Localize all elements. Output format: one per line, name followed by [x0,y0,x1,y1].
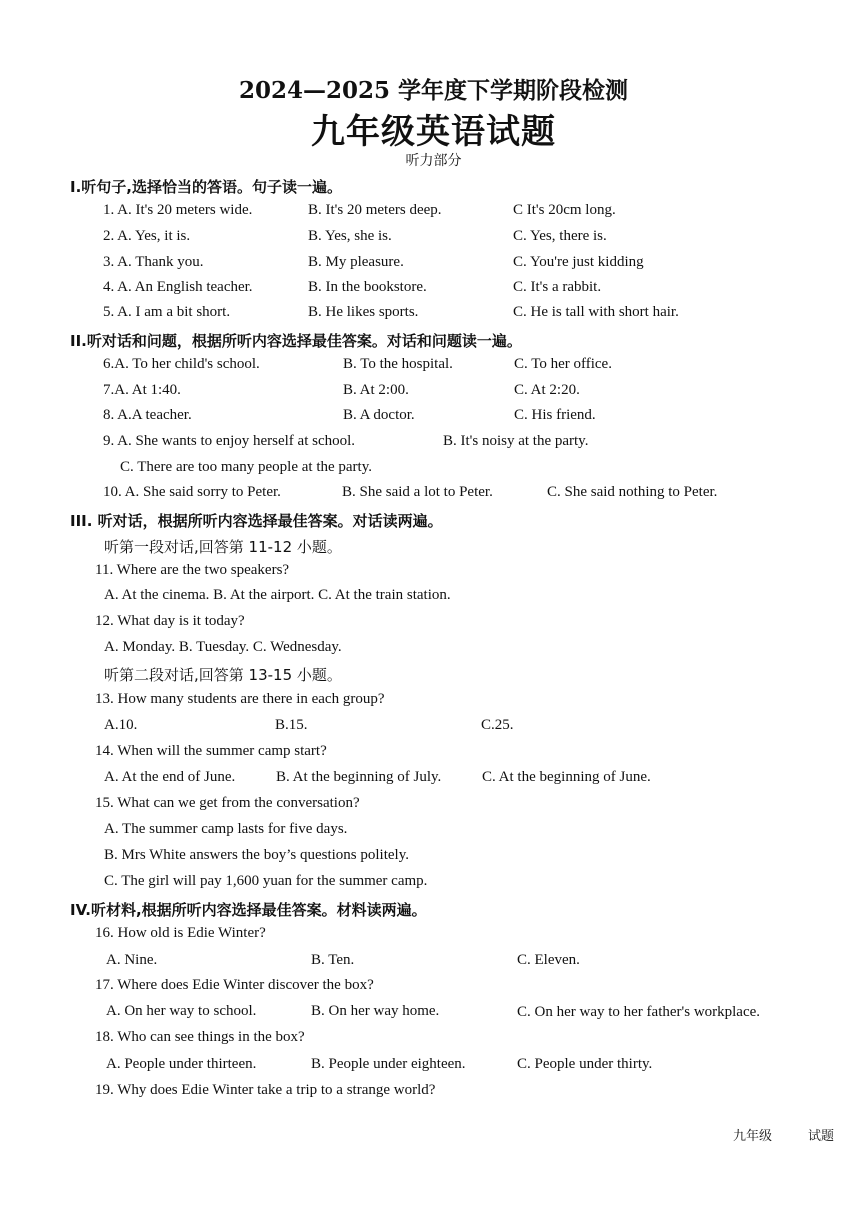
footer-label: 试题 [808,1129,835,1144]
q6-option-a: 6.A. To her child's school. [103,356,260,372]
q5-option-b: B. He likes sports. [308,304,419,320]
q17-option-b: B. On her way home. [311,1003,440,1019]
part4-heading: IV.听材料,根据所听内容选择最佳答案。材料读两遍。 [70,901,427,919]
q2-option-b: B. Yes, she is. [308,228,392,244]
q16-option-b: B. Ten. [311,952,355,968]
q8-option-c: C. His friend. [514,407,596,423]
q5-option-c: C. He is tall with short hair. [513,304,679,320]
q2-option-a: 2. A. Yes, it is. [103,228,191,244]
part1-heading: I.听句子,选择恰当的答语。句子读一遍。 [70,178,342,196]
q17-option-a: A. On her way to school. [106,1003,257,1019]
q12-options: A. Monday. B. Tuesday. C. Wednesday. [104,639,342,655]
q7-option-c: C. At 2:20. [514,382,580,398]
q10-option-b: B. She said a lot to Peter. [342,484,493,500]
q4-option-a: 4. A. An English teacher. [103,279,253,295]
q3-option-c: C. You're just kidding [513,254,644,270]
q18-question: 18. Who can see things in the box? [95,1029,305,1045]
q10-option-a: 10. A. She said sorry to Peter. [103,484,281,500]
section-label: 听力部分 [405,153,462,169]
q15-question: 15. What can we get from the conversation? [95,795,360,811]
part3-intro-dialogue2: 听第二段对话,回答第 13-15 小题。 [104,666,342,684]
q2-option-c: C. Yes, there is. [513,228,607,244]
q6-option-b: B. To the hospital. [343,356,453,372]
part3-intro-dialogue1: 听第一段对话,回答第 11-12 小题。 [104,538,342,556]
footer-grade: 九年级 [733,1129,773,1144]
q16-question: 16. How old is Edie Winter? [95,925,266,941]
q9-option-b: B. It's noisy at the party. [443,433,589,449]
q12-question: 12. What day is it today? [95,613,245,629]
exam-title-subject: 九年级英语试题 [311,112,556,152]
q18-option-b: B. People under eighteen. [311,1056,466,1072]
q17-option-c: C. On her way to her father's workplace. [517,1004,761,1020]
q8-option-a: 8. A.A teacher. [103,407,192,423]
part2-heading: II.听对话和问题，根据所听内容选择最佳答案。对话和问题读一遍。 [70,332,522,350]
q4-option-c: C. It's a rabbit. [513,279,602,295]
q10-option-c: C. She said nothing to Peter. [547,484,718,500]
q16-option-a: A. Nine. [106,952,158,968]
q9-option-c: C. There are too many people at the party. [120,459,372,475]
q15-option-b: B. Mrs White answers the boy’s questions politely. [104,847,409,863]
q15-option-c: C. The girl will pay 1,600 yuan for the summer camp. [104,873,428,889]
q1-option-c: C It's 20cm long. [513,202,616,218]
q14-option-a: A. At the end of June. [104,769,236,785]
q3-option-a: 3. A. Thank you. [103,254,204,270]
q13-option-a: A.10. [104,717,138,733]
q1-option-a: 1. A. It's 20 meters wide. [103,202,253,218]
q4-option-b: B. In the bookstore. [308,279,427,295]
q13-question: 13. How many students are there in each group? [95,691,385,707]
q5-option-a: 5. A. I am a bit short. [103,304,231,320]
q16-option-c: C. Eleven. [517,952,580,968]
q14-option-b: B. At the beginning of July. [276,769,442,785]
part3-heading: III. 听对话，根据所听内容选择最佳答案。对话读两遍。 [70,512,443,530]
q3-option-b: B. My pleasure. [308,254,404,270]
q18-option-a: A. People under thirteen. [106,1056,257,1072]
q13-option-c: C.25. [481,717,514,733]
q7-option-a: 7.A. At 1:40. [103,382,181,398]
q13-option-b: B.15. [275,717,308,733]
q7-option-b: B. At 2:00. [343,382,409,398]
q18-option-c: C. People under thirty. [517,1056,653,1072]
q19-question: 19. Why does Edie Winter take a trip to a strange world? [95,1082,436,1098]
q9-option-a: 9. A. She wants to enjoy herself at school. [103,433,356,449]
q8-option-b: B. A doctor. [343,407,415,423]
q15-option-a: A. The summer camp lasts for five days. [104,821,348,837]
q1-option-b: B. It's 20 meters deep. [308,202,442,218]
exam-title-year: 2024—2025 学年度下学期阶段检测 [238,77,629,104]
q14-option-c: C. At the beginning of June. [482,769,651,785]
q17-question: 17. Where does Edie Winter discover the box? [95,977,374,993]
q11-options: A. At the cinema. B. At the airport. C. At the train station. [104,587,451,603]
q6-option-c: C. To her office. [514,356,612,372]
q14-question: 14. When will the summer camp start? [95,743,327,759]
q11-question: 11. Where are the two speakers? [95,562,290,578]
